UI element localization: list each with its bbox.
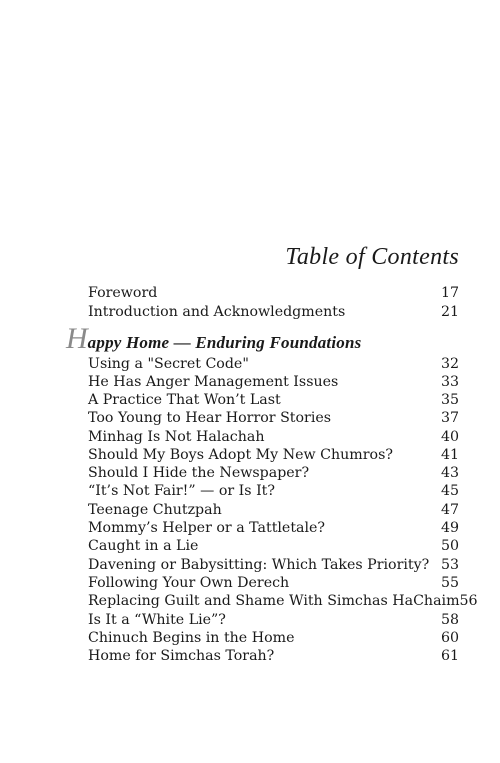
toc-row[interactable] <box>88 647 459 665</box>
toc-entry-page: 58 <box>440 612 459 628</box>
toc-entry-page: 47 <box>440 502 459 518</box>
toc-row[interactable] <box>88 629 459 647</box>
toc-entry-title: Should I Hide the Newspaper? <box>88 465 310 481</box>
toc-entry-title: Mommy’s Helper or a Tattletale? <box>88 520 326 536</box>
toc-row[interactable] <box>88 428 459 446</box>
toc-row[interactable] <box>88 611 459 629</box>
toc-row-introduction[interactable] <box>88 303 459 321</box>
toc-entry-page: 17 <box>440 285 459 301</box>
toc-entry-title: Home for Simchas Torah? <box>88 648 275 664</box>
toc-row[interactable] <box>88 355 459 373</box>
toc-entry-title: Following Your Own Derech <box>88 575 290 591</box>
toc-entry-page: 53 <box>440 557 459 573</box>
toc-entry-title: Using a "Secret Code" <box>88 356 249 372</box>
toc-entry-page: 49 <box>440 520 459 536</box>
toc-row-foreword[interactable] <box>88 284 459 302</box>
toc-entry-page: 35 <box>440 392 459 408</box>
toc-row[interactable] <box>88 446 459 464</box>
toc-entry-title: A Practice That Won’t Last <box>88 392 281 408</box>
toc-entry-title: Teenage Chutzpah <box>88 502 222 518</box>
toc-entry-title: Is It a “White Lie”? <box>88 612 226 628</box>
toc-row[interactable] <box>88 501 459 519</box>
toc-entry-title: Foreword <box>88 285 158 301</box>
toc-row[interactable] <box>88 464 459 482</box>
section-heading[interactable] <box>66 324 361 354</box>
toc-entry-page: 45 <box>440 483 459 499</box>
toc-entry-page: 41 <box>440 447 459 463</box>
toc-entry-title: Replacing Guilt and Shame With Simchas HaChaim <box>88 593 460 609</box>
toc-row[interactable] <box>88 409 459 427</box>
toc-entry-page: 61 <box>440 648 459 664</box>
toc-entry-title: Davening or Babysitting: Which Takes Priority? <box>88 557 430 573</box>
toc-row[interactable] <box>88 373 459 391</box>
toc-entry-title: Chinuch Begins in the Home <box>88 630 295 646</box>
toc-row[interactable] <box>88 556 459 574</box>
toc-entry-page: 43 <box>440 465 459 481</box>
toc-row[interactable] <box>88 519 459 537</box>
section-initial: H <box>66 322 88 355</box>
toc-row[interactable] <box>88 537 459 555</box>
toc-entry-title: Should My Boys Adopt My New Chumros? <box>88 447 393 463</box>
toc-entry-page: 56 <box>459 593 478 609</box>
toc-entry-page: 33 <box>440 374 459 390</box>
toc-entry-title: He Has Anger Management Issues <box>88 374 339 390</box>
toc-row[interactable] <box>88 391 459 409</box>
toc-entry-title: Minhag Is Not Halachah <box>88 429 265 445</box>
toc-row[interactable] <box>88 482 459 500</box>
toc-entry-title: Caught in a Lie <box>88 538 199 554</box>
page-title: Table of Contents <box>285 244 459 270</box>
toc-entry-page: 21 <box>440 304 459 320</box>
toc-entry-page: 60 <box>440 630 459 646</box>
toc-entry-page: 37 <box>440 410 459 426</box>
toc-entry-page: 50 <box>440 538 459 554</box>
toc-entry-page: 32 <box>440 356 459 372</box>
toc-entry-page: 55 <box>440 575 459 591</box>
toc-row[interactable] <box>88 592 478 610</box>
toc-row[interactable] <box>88 574 459 592</box>
toc-entry-title: “It’s Not Fair!” — or Is It? <box>88 483 275 499</box>
toc-entry-title: Too Young to Hear Horror Stories <box>88 410 332 426</box>
toc-entry-title: Introduction and Acknowledgments <box>88 304 346 320</box>
toc-entry-page: 40 <box>440 429 459 445</box>
section-title: appy Home — Enduring Foundations <box>87 333 362 352</box>
